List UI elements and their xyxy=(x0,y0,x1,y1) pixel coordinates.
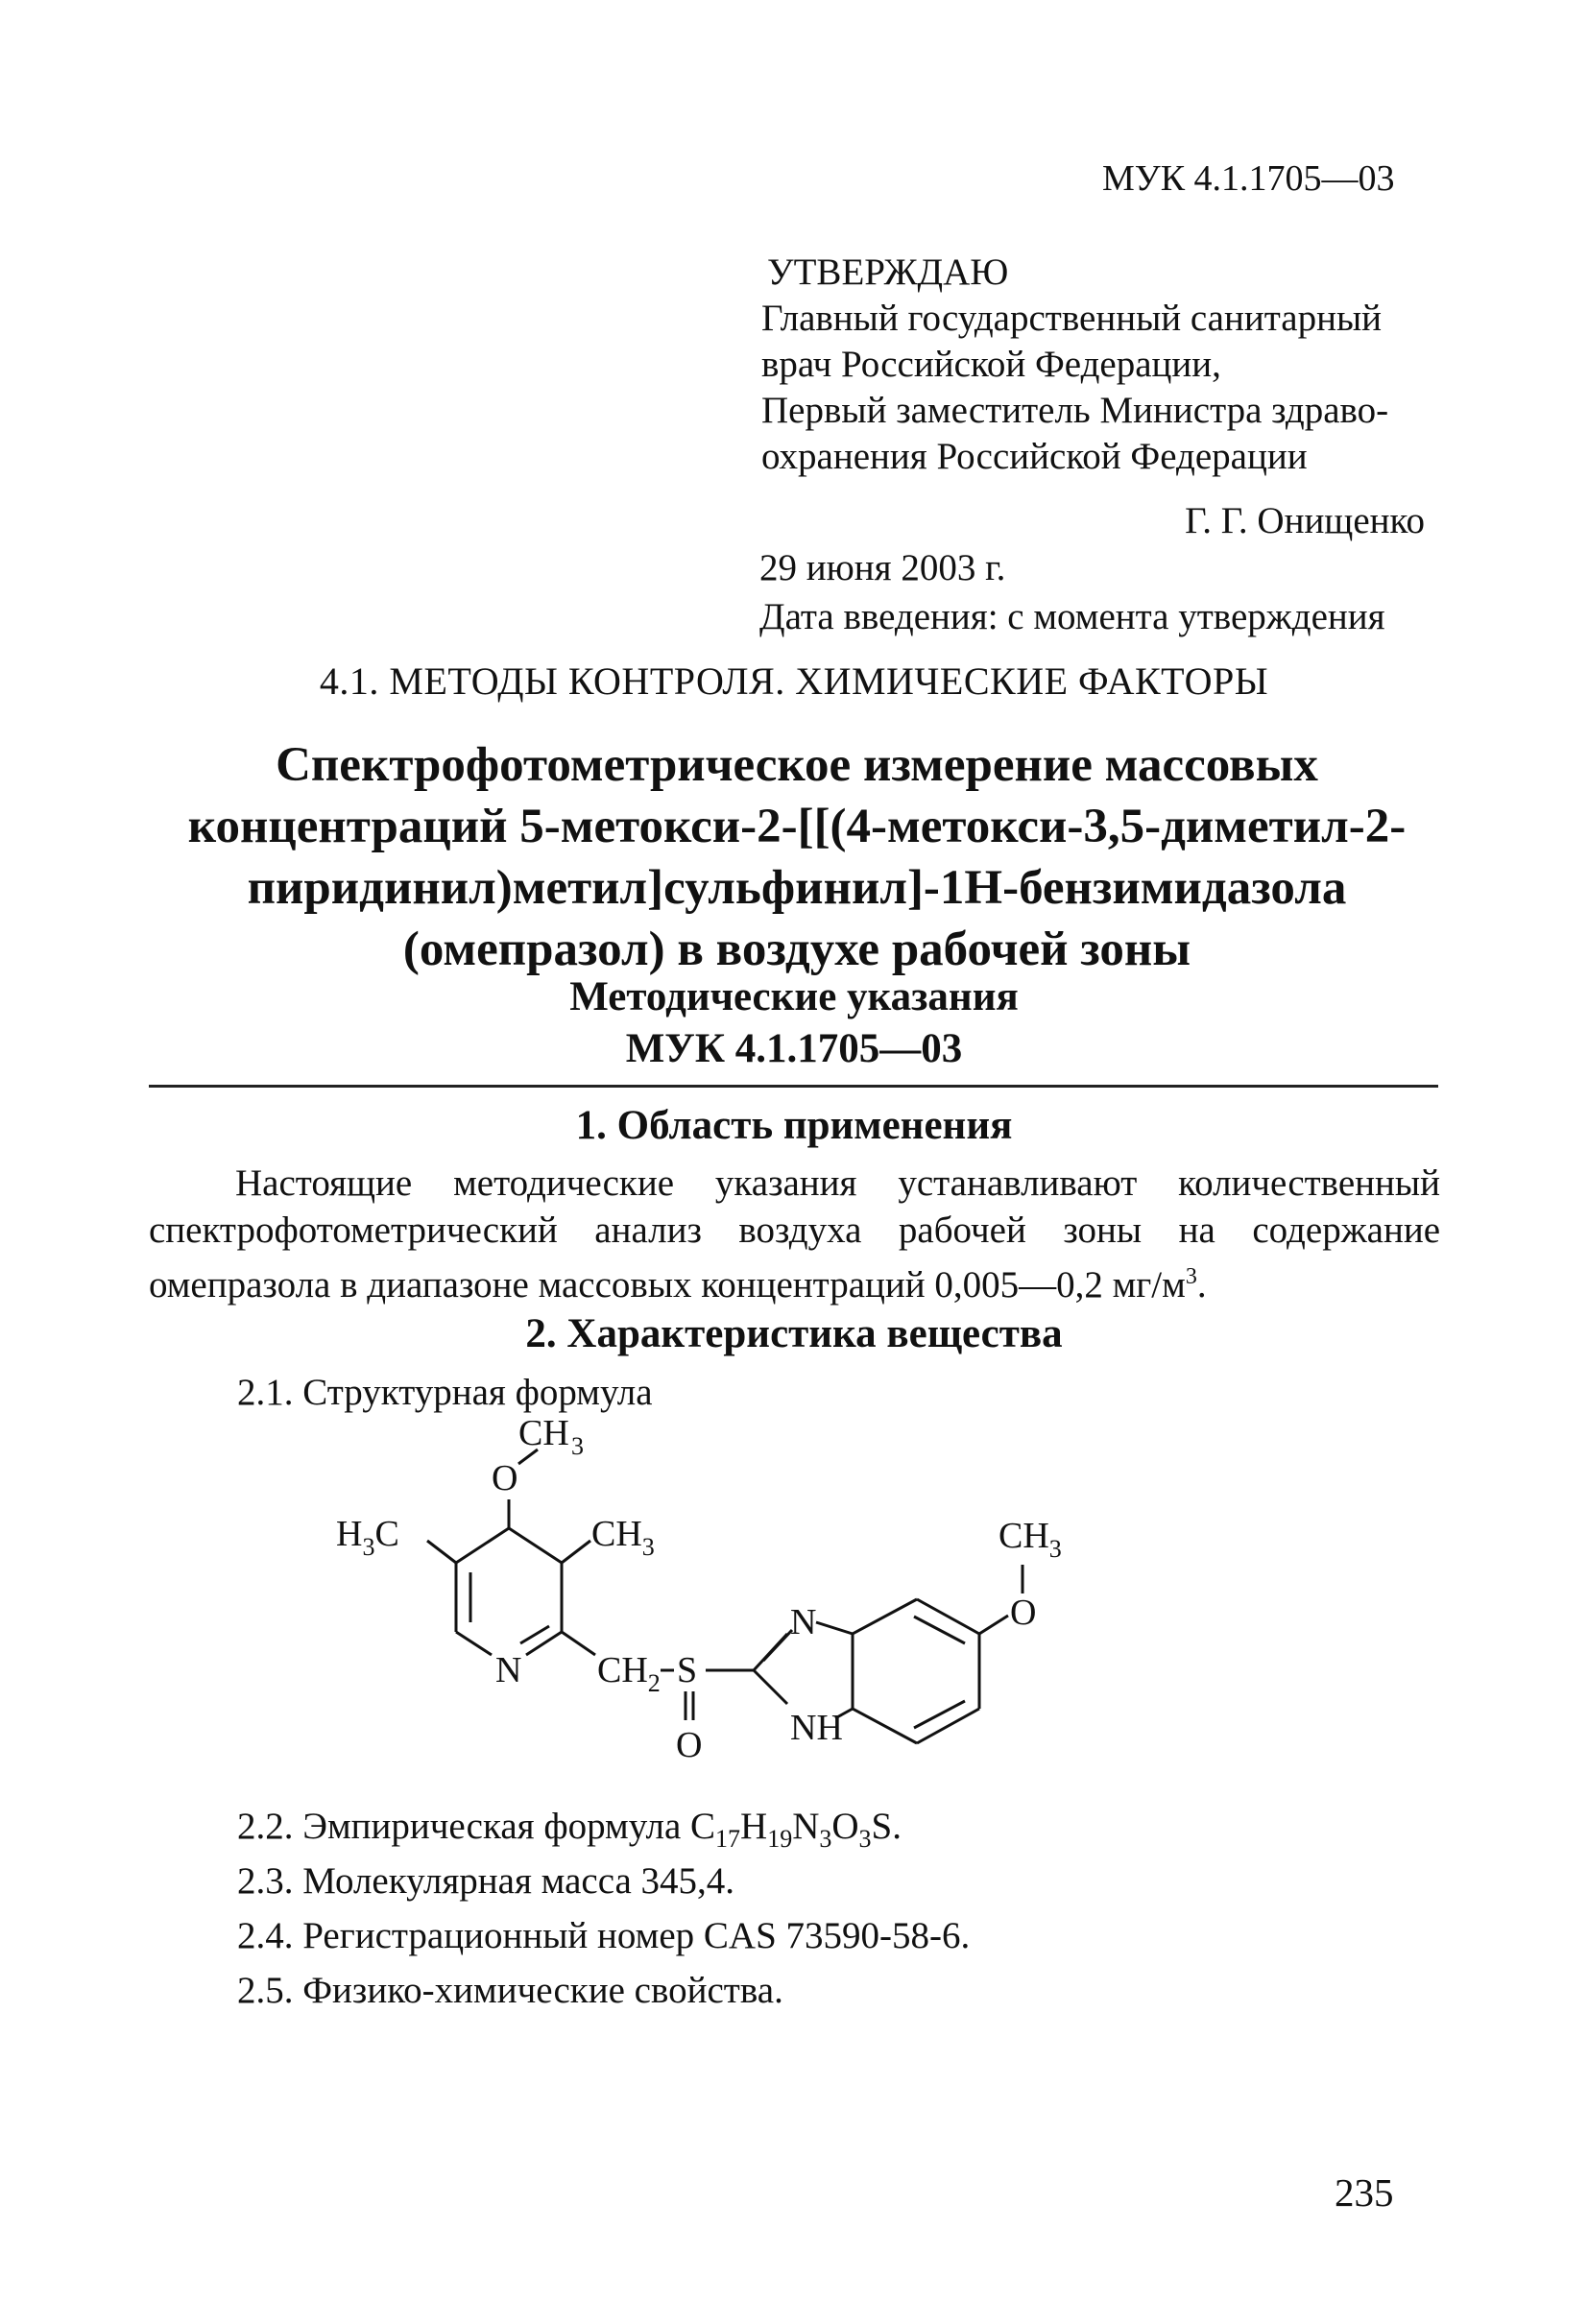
document-title xyxy=(115,734,1479,980)
effective-date: Дата введения: с момента утверждения xyxy=(759,596,1385,637)
approval-line: Главный государственный санитарный xyxy=(761,298,1383,339)
title-line: пиридинил)метил]сульфинил]-1Н-бензимидазола xyxy=(247,861,1347,915)
bond-line xyxy=(917,1709,979,1743)
unit-superscript: 3 xyxy=(1185,1264,1197,1289)
atom-label-o: O xyxy=(676,1725,703,1765)
bond-line xyxy=(509,1528,562,1563)
atom-label-ch3: CH xyxy=(518,1421,569,1453)
atom-label-ch3: $CH_3$ xyxy=(999,1516,1062,1563)
structural-formula-diagram xyxy=(326,1421,1287,1795)
approval-line: охранения Российской Федерации xyxy=(761,436,1308,477)
section2-heading: 2. Характеристика вещества xyxy=(525,1311,1063,1356)
page-number: 235 xyxy=(1335,2170,1394,2215)
section1-heading: 1. Область применения xyxy=(575,1103,1013,1148)
atom-label-o: O xyxy=(1010,1593,1037,1633)
bond-line xyxy=(562,1632,595,1655)
atom-label-h3c: $H_3C$ xyxy=(336,1514,399,1561)
section1-text-end: . xyxy=(1196,1264,1207,1306)
bond-line xyxy=(520,1626,549,1643)
signatory-name: Г. Г. Онищенко xyxy=(1185,500,1425,541)
bond-line xyxy=(914,1701,965,1728)
date-block xyxy=(759,543,1385,641)
atom-label-o: O xyxy=(492,1458,518,1498)
atom-label-n: N xyxy=(790,1602,817,1642)
cas-number: 2.4. Регистрационный номер CAS 73590-58-6. xyxy=(237,1915,971,1956)
section1-paragraph xyxy=(149,1160,1440,1308)
physico-chemical-properties: 2.5. Физико-химические свойства. xyxy=(237,1970,783,2011)
atom-label-nh: NH xyxy=(790,1708,843,1748)
bond-line xyxy=(763,1630,792,1661)
document-subtitle xyxy=(0,971,1588,1075)
bond-line xyxy=(979,1616,1008,1634)
molecular-mass: 2.3. Молекулярная масса 345,4. xyxy=(237,1860,735,1902)
horizontal-rule xyxy=(149,1085,1438,1088)
bond-line xyxy=(816,1622,853,1634)
title-line: Спектрофотометрическое измерение массовых xyxy=(276,738,1318,792)
title-line: (омепразол) в воздухе рабочей зоны xyxy=(402,922,1191,976)
approval-line: Первый заместитель Министра здраво- xyxy=(761,390,1389,431)
bond-line xyxy=(456,1528,509,1563)
subtitle-line: Методические указания xyxy=(569,974,1019,1019)
section-heading: 4.1. МЕТОДЫ КОНТРОЛЯ. ХИМИЧЕСКИЕ ФАКТОРЫ xyxy=(319,659,1269,703)
empirical-formula: 2.2. Эмпирическая формула $C_{17}H_{19}N_3O_3S$. xyxy=(237,1806,902,1853)
document-code: МУК 4.1.1705—03 xyxy=(1102,158,1395,199)
atom-label-n: N xyxy=(495,1650,522,1690)
bond-line xyxy=(853,1599,917,1634)
subscript: 3 xyxy=(571,1432,584,1460)
bond-line xyxy=(754,1670,787,1704)
atom-label-s: S xyxy=(677,1650,698,1690)
section1-text: Настоящие методические указания устанавливают количественный спектрофотометрический анализ воздуха рабочей зоны на содержание омепразола в диапазоне массовых концентраций 0,005—0,2 мг/м xyxy=(149,1162,1440,1306)
bond-line xyxy=(427,1541,456,1563)
bond-line xyxy=(853,1709,917,1743)
atom-label-ch2: $CH_2$ xyxy=(597,1650,661,1697)
bond-line xyxy=(562,1541,590,1563)
approval-block xyxy=(761,250,1388,480)
atom-label-ch3: $CH_3$ xyxy=(591,1514,655,1561)
subtitle-code: МУК 4.1.1705—03 xyxy=(625,1026,963,1071)
approval-date: 29 июня 2003 г. xyxy=(759,547,1006,588)
approval-heading: УТВЕРЖДАЮ xyxy=(767,252,1009,293)
approval-line: врач Российской Федерации, xyxy=(761,344,1221,385)
title-line: концентраций 5-метокси-2-[[(4-метокси-3,5-диметил-2- xyxy=(187,800,1407,853)
structural-formula-label: 2.1. Структурная формула xyxy=(237,1372,653,1413)
bond-line xyxy=(456,1632,492,1655)
bond-line xyxy=(917,1599,979,1634)
